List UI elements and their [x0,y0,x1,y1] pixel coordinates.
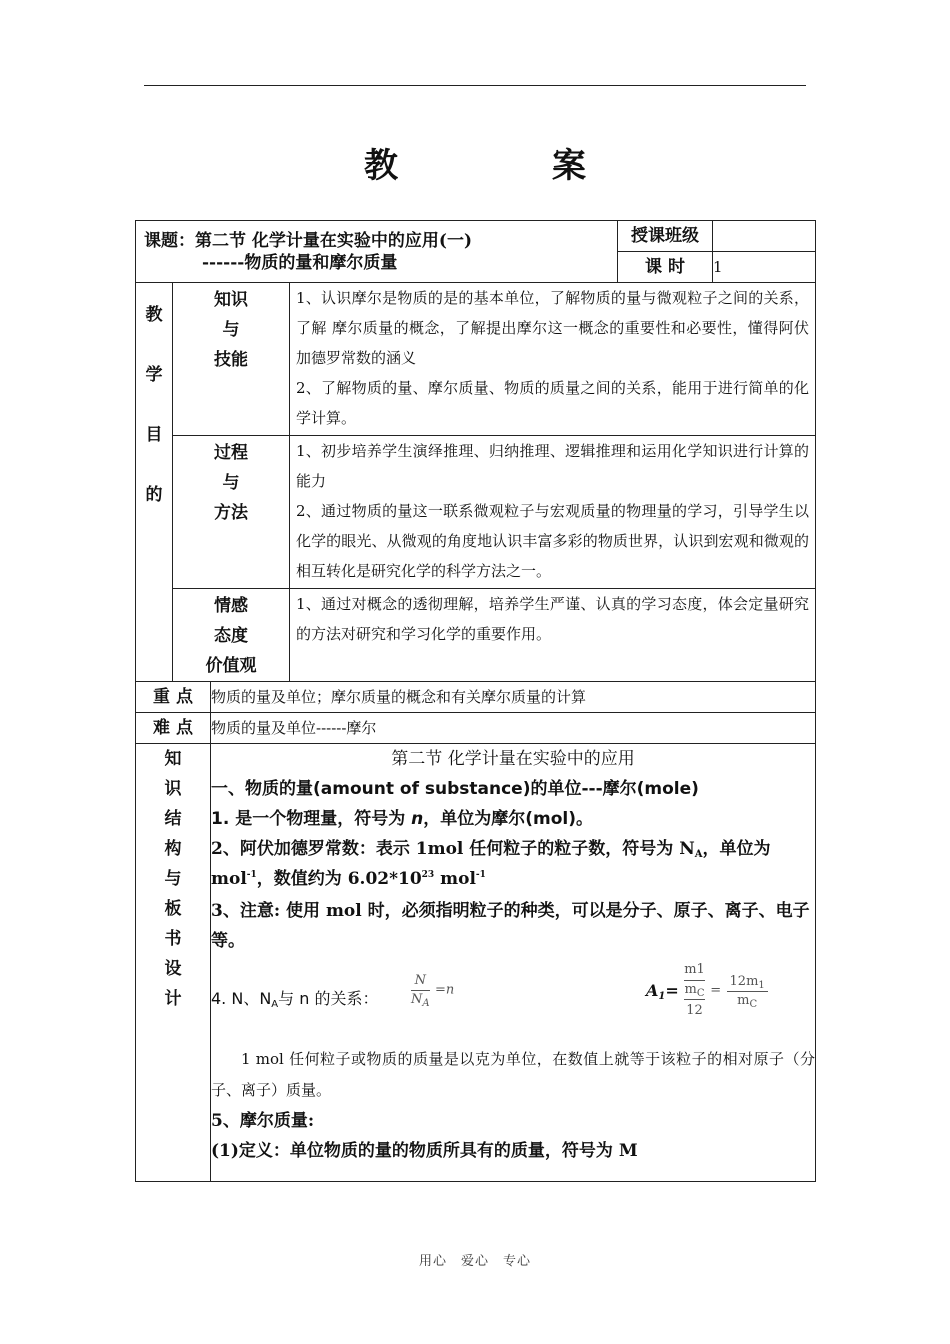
objective-text: 1、认识摩尔是物质的是的基本单位，了解物质的量与微观粒子之间的关系，了解 摩尔质量的概念，了解提出摩尔这一概念的重要性和必要性，懂得阿伏加德罗常数的涵义 2、了解物质的量、摩尔质量、物质的质量之间的关系，能用于进行简单的化学计算。 [296,289,810,427]
design-label-char: 与 [164,869,182,889]
subscript: 1 [758,979,765,991]
objective-label-line: 过程 [214,443,248,463]
objective-label-knowledge [173,283,290,436]
class-value [713,221,816,252]
hours-label: 课 时 [618,252,713,283]
numerator [727,973,768,992]
key-point-label: 重 点 [136,682,211,713]
subscript: A [271,999,279,1010]
superscript: 23 [421,870,435,880]
text-run: 4. N、N [211,989,272,1008]
topic-line-2: ------物质的量和摩尔质量 [202,252,398,273]
text-run: mol [434,869,476,889]
design-content [211,744,816,1182]
point-3: 3、注意: 使用 mol 时，必须指明粒子的种类，可以是分子、原子、离子、电子等。 [211,901,810,951]
design-label-char: 书 [164,929,182,949]
design-label-char: 设 [164,959,182,979]
objective-text-process [290,436,816,589]
objectives-label-char: 学 [145,365,163,385]
page-title: 教 案 [364,146,646,186]
objectives-label-char: 的 [145,485,163,505]
design-label-char: 知 [164,749,182,769]
class-label: 授课班级 [618,221,713,252]
superscript: -1 [475,870,486,880]
design-label-char: 结 [164,809,182,829]
denominator [411,991,430,1009]
design-label-char: 构 [164,839,182,859]
key-point-text: 物质的量及单位；摩尔质量的概念和有关摩尔质量的计算 [211,682,816,713]
objective-text-knowledge [290,283,816,436]
lesson-plan-table [135,220,816,1182]
formula-row [211,960,815,1038]
subscript: 1 [658,991,666,1002]
symbol-n: n [411,809,424,829]
text-run: mol [211,869,247,889]
design-label-char: 识 [164,779,182,799]
text-run: ，单位为摩尔(mol)。 [423,809,593,829]
objective-label-line: 与 [222,473,240,493]
objective-label-process [173,436,290,589]
subscript: C [696,988,705,999]
objective-label-line: 方法 [214,503,248,523]
text-run: 与 n 的关系： [278,989,379,1008]
section-title: 第二节 化学计量在实验中的应用 [391,749,635,769]
formula-n-relation [411,972,454,1009]
text-run: 2、阿伏加德罗常数：表示 1mol 任何粒子的粒子数，符号为 N [211,839,695,859]
design-label-char: 板 [164,899,182,919]
mass-note: 1 mol 任何粒子或物质的质量是以克为单位，在数值上就等于该粒子的相对原子（分子、离子）质量。 [211,1050,816,1099]
text-run: A [646,981,659,1000]
numerator: N [411,972,430,991]
objective-label-line: 技能 [214,350,248,370]
objectives-label-char: 目 [145,425,163,445]
text-run: = [665,981,679,1000]
point-5: 5、摩尔质量: [211,1111,315,1131]
objectives-label [136,283,173,682]
fraction [727,973,768,1010]
page-footer: 用心 爱心 专心 [418,1254,531,1269]
objective-text: 1、通过对概念的透彻理解，培养学生严谨、认真的学习态度，体会定量研究的方法对研究和学习化学的重要作用。 [296,595,810,643]
objectives-label-char: 教 [145,305,163,325]
objective-label-line: 知识 [214,290,248,310]
text-run: ，数值约为 6.02*10 [256,869,422,889]
numerator: m1 [684,962,705,977]
topic-line-1: 课题：第二节 化学计量在实验中的应用(一) [144,230,473,251]
point-4-label [211,984,378,1014]
objective-label-line: 与 [222,320,240,340]
text-run: 12m [729,973,759,989]
design-label-char: 计 [164,989,182,1009]
denominator: 12 [686,1003,703,1018]
point-2 [211,834,815,894]
header-rule [144,85,806,86]
subscript: C [749,998,758,1010]
text-run: 1. 是一个物理量，符号为 [211,809,412,829]
hours-value: 1 [713,252,816,283]
difficulty-text: 物质的量及单位------摩尔 [211,713,816,744]
objective-label-line: 情感 [214,596,248,616]
formula-lhs [646,981,679,1000]
text-run: ，单位为 [702,839,771,859]
objective-text-attitude [290,589,816,682]
heading-1: 一、物质的量(amount of substance)的单位---摩尔(mole) [211,779,699,799]
subscript: A [422,998,430,1009]
topic-cell [136,221,618,283]
text-run: N [411,992,423,1007]
superscript: -1 [246,870,257,880]
formula-relative-mass [646,960,768,1022]
objective-label-line: 价值观 [205,656,257,676]
objective-label-attitude [173,589,290,682]
design-label [136,744,211,1182]
compound-fraction [684,960,705,1022]
difficulty-label: 难 点 [136,713,211,744]
equals-sign: = [710,983,722,998]
text-run: m [684,982,697,997]
objective-label-line: 态度 [214,626,248,646]
inner-denominator [684,980,705,1000]
objective-text: 1、初步培养学生演绎推理、归纳推理、逻辑推理和运用化学知识进行计算的能力 2、通过物质的量这一联系微观粒子与宏观质量的物理量的学习，引导学生以化学的眼光、从微观的角度地认识丰富多彩的物质世界，认识到宏观和微观的相互转化是研究化学的科学方法之一。 [296,442,810,580]
fraction [411,972,430,1009]
text-run: m [737,992,750,1008]
formula-rhs: =n [435,982,455,998]
point-5-definition: (1)定义：单位物质的量的物质所具有的质量，符号为 M [211,1141,638,1161]
subscript: A [694,849,703,860]
point-1 [211,804,815,834]
denominator [727,992,768,1010]
